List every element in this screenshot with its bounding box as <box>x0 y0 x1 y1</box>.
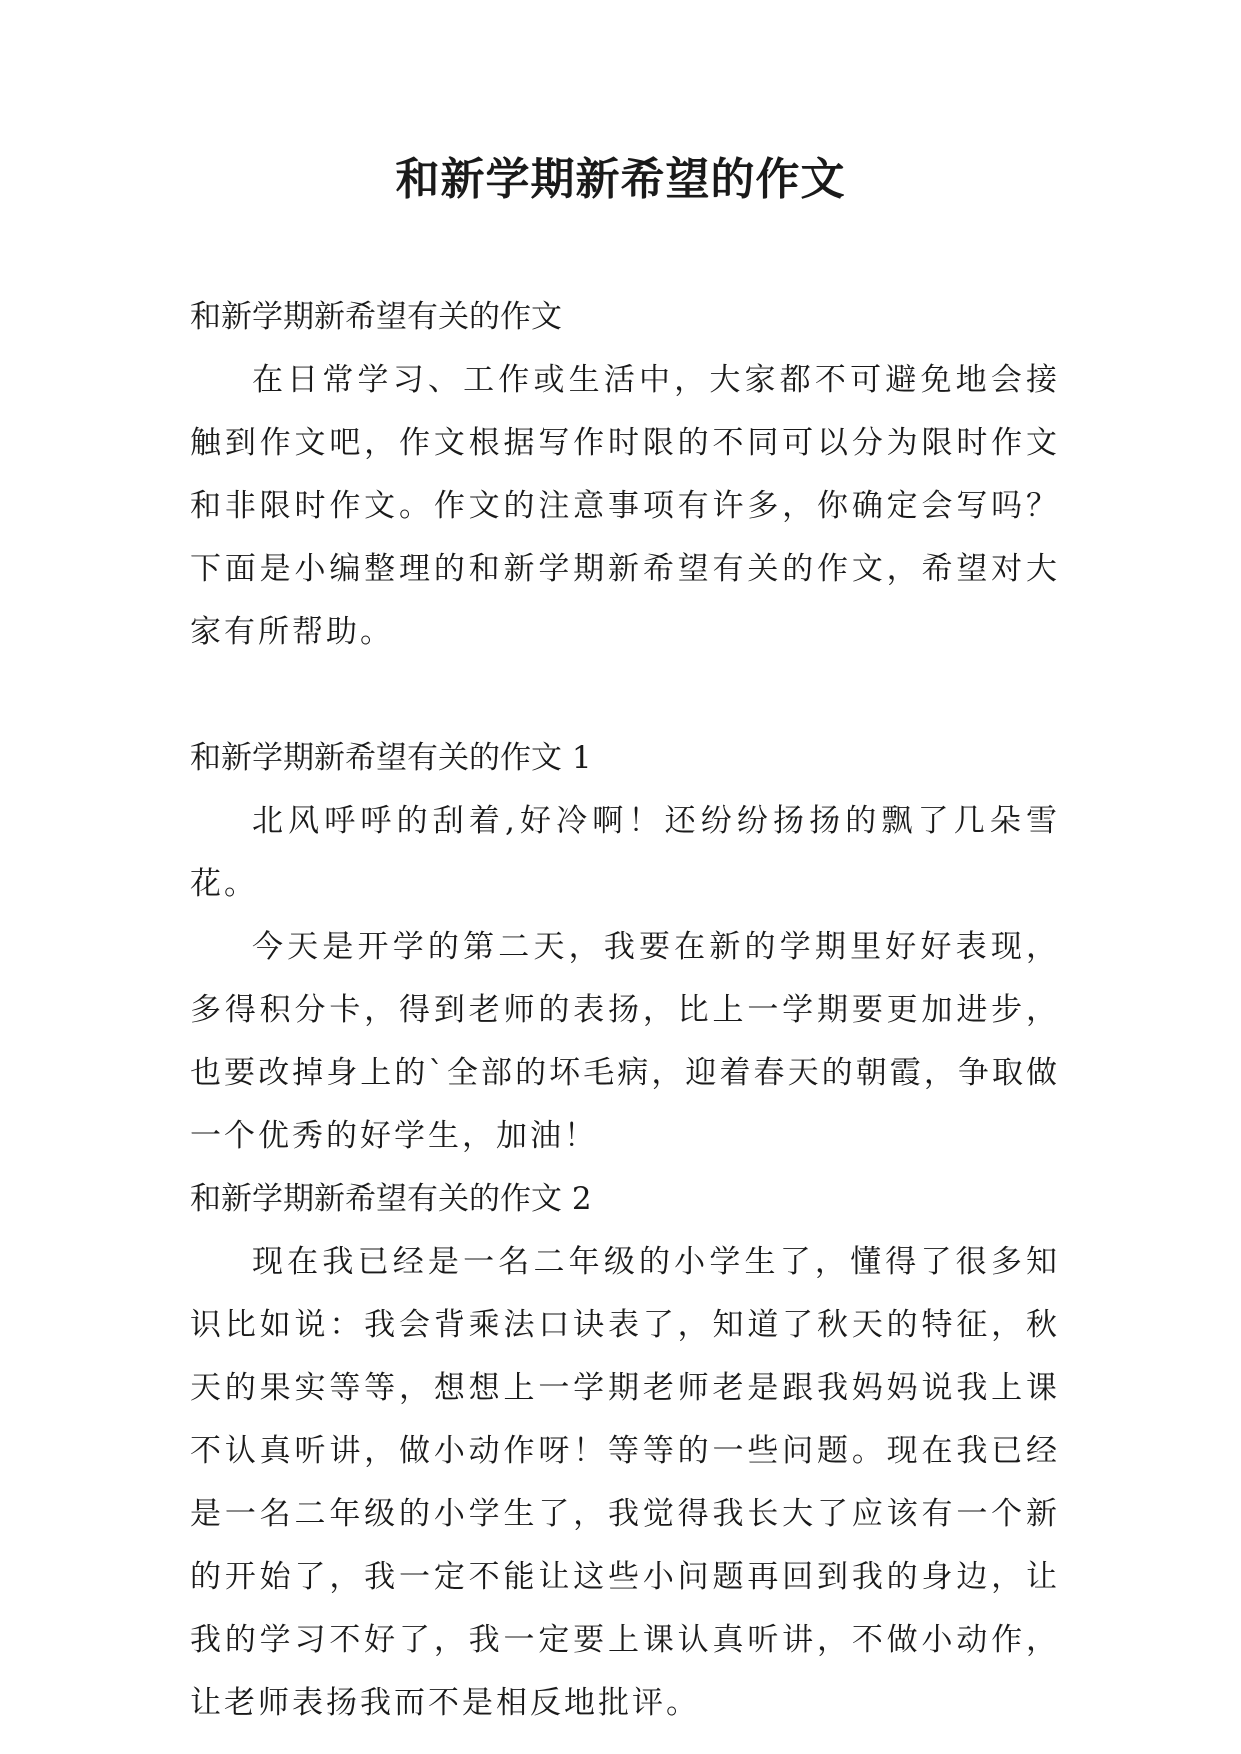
section-2-paragraph-1: 现在我已经是一名二年级的小学生了，懂得了很多知识比如说：我会背乘法口诀表了，知道了秋天的特征，秋天的果实等等，想想上一学期老师老是跟我妈妈说我上课不认真听讲，做小动作呀！等等的一些问题。现在我已经是一名二年级的小学生了，我觉得我长大了应该有一个新的开始了，我一定不能让这些小问题再回到我的身边，让我的学习不好了，我一定要上课认真听讲，不做小动作，让老师表扬我而不是相反地批评。 <box>190 1244 1060 1721</box>
intro-heading: 和新学期新希望有关的作文 <box>190 299 562 335</box>
section-1-paragraph-2: 今天是开学的第二天，我要在新的学期里好好表现，多得积分卡，得到老师的表扬，比上一学期要更加进步，也要改掉身上的`全部的坏毛病，迎着春天的朝霞，争取做一个优秀的好学生，加油！ <box>190 929 1060 1154</box>
intro-paragraph: 在日常学习、工作或生活中，大家都不可避免地会接触到作文吧，作文根据写作时限的不同可以分为限时作文和非限时作文。作文的注意事项有许多，你确定会写吗？下面是小编整理的和新学期新希望有关的作文，希望对大家有所帮助。 <box>190 362 1060 650</box>
section-1-paragraph-1: 北风呼呼的刮着,好冷啊！还纷纷扬扬的飘了几朵雪花。 <box>190 803 1060 902</box>
document-body <box>190 286 1060 1735</box>
section-1-heading: 和新学期新希望有关的作文 1 <box>190 740 592 776</box>
section-2-heading: 和新学期新希望有关的作文 2 <box>190 1181 592 1217</box>
document-title: 和新学期新希望的作文 <box>395 154 846 205</box>
section-spacer <box>190 664 1060 727</box>
